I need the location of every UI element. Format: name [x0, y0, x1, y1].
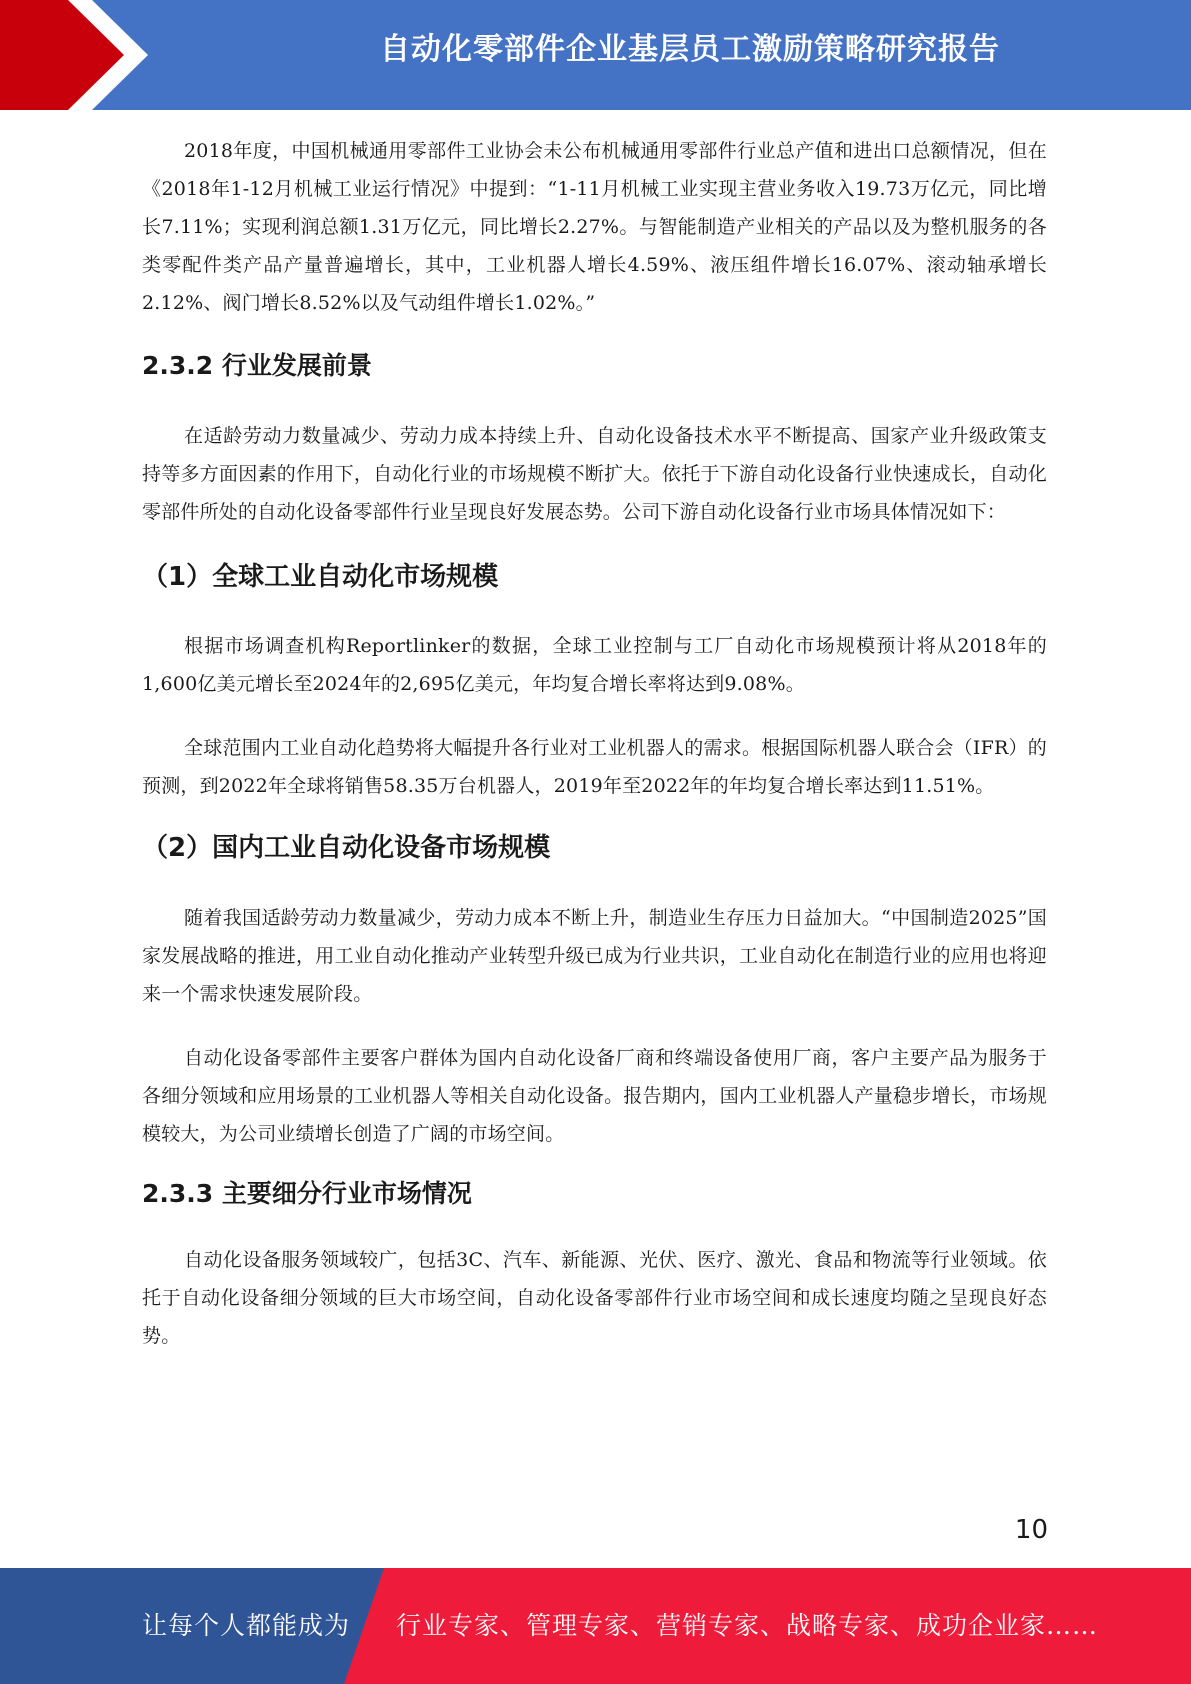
heading-2-3-2: 2.3.2 行业发展前景	[142, 351, 372, 380]
page-footer	[0, 1568, 1191, 1684]
paragraph-industry-output: 2018年度，中国机械通用零部件工业协会未公布机械通用零部件行业总产值和进出口总额情况，但在《2018年1-12月机械工业运行情况》中提到：“1-11月机械工业实现主营业务收入19.73万亿元，同比增长7.11%；实现利润总额1.31万亿元，同比增长2.27%。与智能制造产业相关的产品以及为整机服务的各类零配件类产品产量普遍增长，其中，工业机器人增长4.59%、液压组件增长16.07%、滚动轴承增长2.12%、阀门增长8.52%以及气动组件增长1.02%。”	[142, 140, 1047, 314]
footer-slogan-left: 让每个人都能成为	[142, 1611, 351, 1640]
subheading-domestic-market: （2）国内工业自动化设备市场规模	[142, 833, 551, 863]
paragraph-customer-groups: 自动化设备零部件主要客户群体为国内自动化设备厂商和终端设备使用厂商，客户主要产品为服务于各细分领域和应用场景的工业机器人等相关自动化设备。报告期内，国内工业机器人产量稳步增长，市场规模较大，为公司业绩增长创造了广阔的市场空间。	[142, 1047, 1047, 1145]
paragraph-global-market-size: 根据市场调查机构Reportlinker的数据，全球工业控制与工厂自动化市场规模预计将从2018年的1,600亿美元增长至2024年的2,695亿美元，年均复合增长率将达到9.08%。	[142, 635, 1047, 695]
paragraph-made-in-china-2025: 随着我国适龄劳动力数量减少，劳动力成本不断上升，制造业生存压力日益加大。“中国制造2025”国家发展战略的推进，用工业自动化推动产业转型升级已成为行业共识，工业自动化在制造行业的应用也将迎来一个需求快速发展阶段。	[142, 907, 1047, 1005]
page-header	[0, 0, 1191, 110]
header-chevron-decoration	[0, 0, 160, 110]
report-title: 自动化零部件企业基层员工激励策略研究报告	[380, 32, 1000, 67]
paragraph-development-outlook: 在适龄劳动力数量减少、劳动力成本持续上升、自动化设备技术水平不断提高、国家产业升级政策支持等多方面因素的作用下，自动化行业的市场规模不断扩大。依托于下游自动化设备行业快速成长，自动化零部件所处的自动化设备零部件行业呈现良好发展态势。公司下游自动化设备行业市场具体情况如下：	[142, 425, 1047, 523]
subheading-global-market: （1）全球工业自动化市场规模	[142, 562, 499, 592]
paragraph-robot-demand: 全球范围内工业自动化趋势将大幅提升各行业对工业机器人的需求。根据国际机器人联合会（IFR）的预测，到2022年全球将销售58.35万台机器人，2019年至2022年的年均复合增长率达到11.51%。	[142, 737, 1047, 797]
heading-2-3-3: 2.3.3 主要细分行业市场情况	[142, 1179, 472, 1208]
page-number: 10	[1014, 1515, 1048, 1545]
paragraph-segment-markets: 自动化设备服务领域较广，包括3C、汽车、新能源、光伏、医疗、激光、食品和物流等行业领域。依托于自动化设备细分领域的巨大市场空间，自动化设备零部件行业市场空间和成长速度均随之呈现良好态势。	[142, 1249, 1047, 1347]
main-content	[142, 132, 1047, 1355]
footer-slogan-right: 行业专家、管理专家、营销专家、战略专家、成功企业家……	[396, 1611, 1099, 1640]
